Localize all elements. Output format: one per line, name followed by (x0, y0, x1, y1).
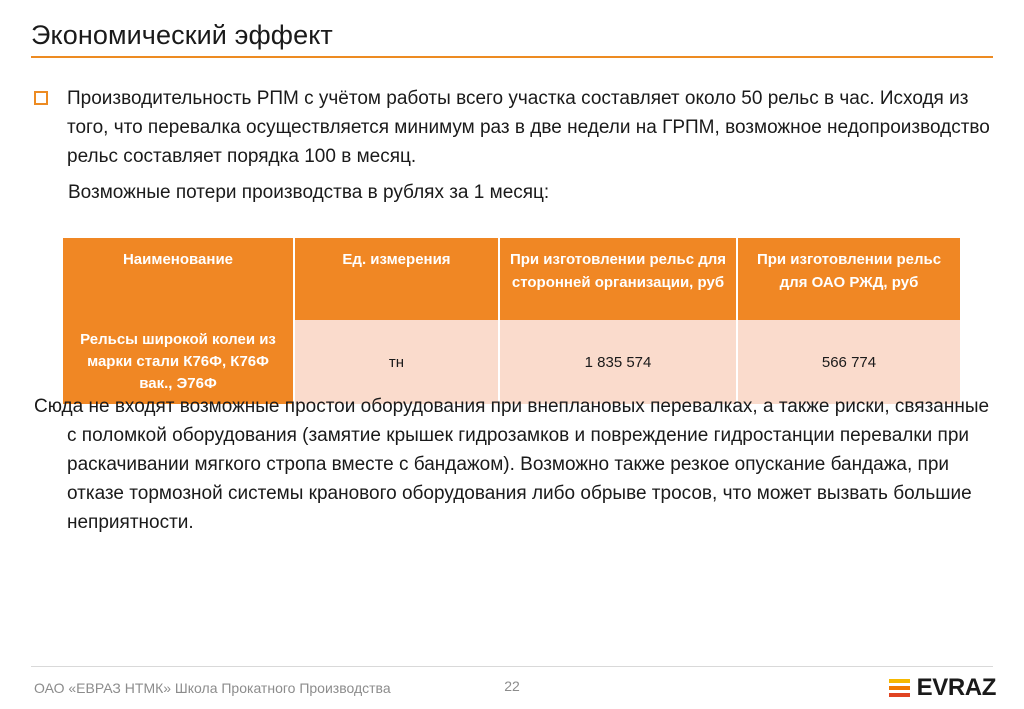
title-underline-rule (31, 56, 993, 58)
effect-table-wrapper (63, 238, 960, 404)
table-header-name: Наименование (63, 238, 295, 320)
page-title: Экономический эффект (31, 20, 333, 50)
page-number: 22 (504, 678, 520, 694)
table-cell-unit: тн (295, 320, 500, 404)
title-block (0, 18, 1024, 62)
subline-text: Возможные потери производства в рублях за 1 месяц: (68, 182, 550, 203)
bullet-block (34, 84, 992, 207)
table-header-third-party: При изготовлении рельс для сторонней организации, руб (500, 238, 738, 320)
bullet-item-text: Производительность РПМ с учётом работы всего участка составляет около 50 рельс в час. Исходя из того, что перевалка осуществляется минимум раз в две недели на ГРПМ, возможное недопроизводство рельс составляет порядка 100 в месяц. (67, 88, 990, 167)
table-cell-third-party-value: 1 835 574 (500, 320, 738, 404)
table-header-row (63, 238, 960, 320)
evraz-logo-text: EVRAZ (916, 674, 996, 701)
table-cell-name: Рельсы широкой колеи из марки стали К76Ф, К76Ф вак., Э76Ф (63, 320, 295, 404)
logo-bar-top (889, 679, 910, 683)
table-cell-rzd-value: 566 774 (738, 320, 960, 404)
hollow-square-bullet-icon (34, 91, 48, 105)
evraz-logo-bars-icon (889, 679, 910, 697)
bullet-item (34, 84, 992, 171)
table-header-rzd: При изготовлении рельс для ОАО РЖД, руб (738, 238, 960, 320)
logo-bar-middle (889, 686, 910, 690)
footer-organization: ОАО «ЕВРАЗ НТМК» Школа Прокатного Производства (34, 680, 391, 696)
evraz-logo (889, 676, 996, 700)
table-header-unit: Ед. измерения (295, 238, 500, 320)
notes-paragraph-text: Сюда не входят возможные простои оборудования при внеплановых перевалках, а также риски, связанные с поломкой оборудования (замятие крышек гидрозамков и повреждение гидростанции перевалки при раскачивании мягкого стропа вместе с бандажом). Возможно также резкое опускание бандажа, при отказе тормозной системы кранового оборудования либо обрыве тросов, что может вызвать большие неприятности. (34, 396, 990, 533)
footer-divider (31, 666, 993, 667)
notes-paragraph-block (34, 392, 992, 537)
logo-bar-bottom (889, 693, 910, 697)
effect-table (63, 238, 960, 404)
